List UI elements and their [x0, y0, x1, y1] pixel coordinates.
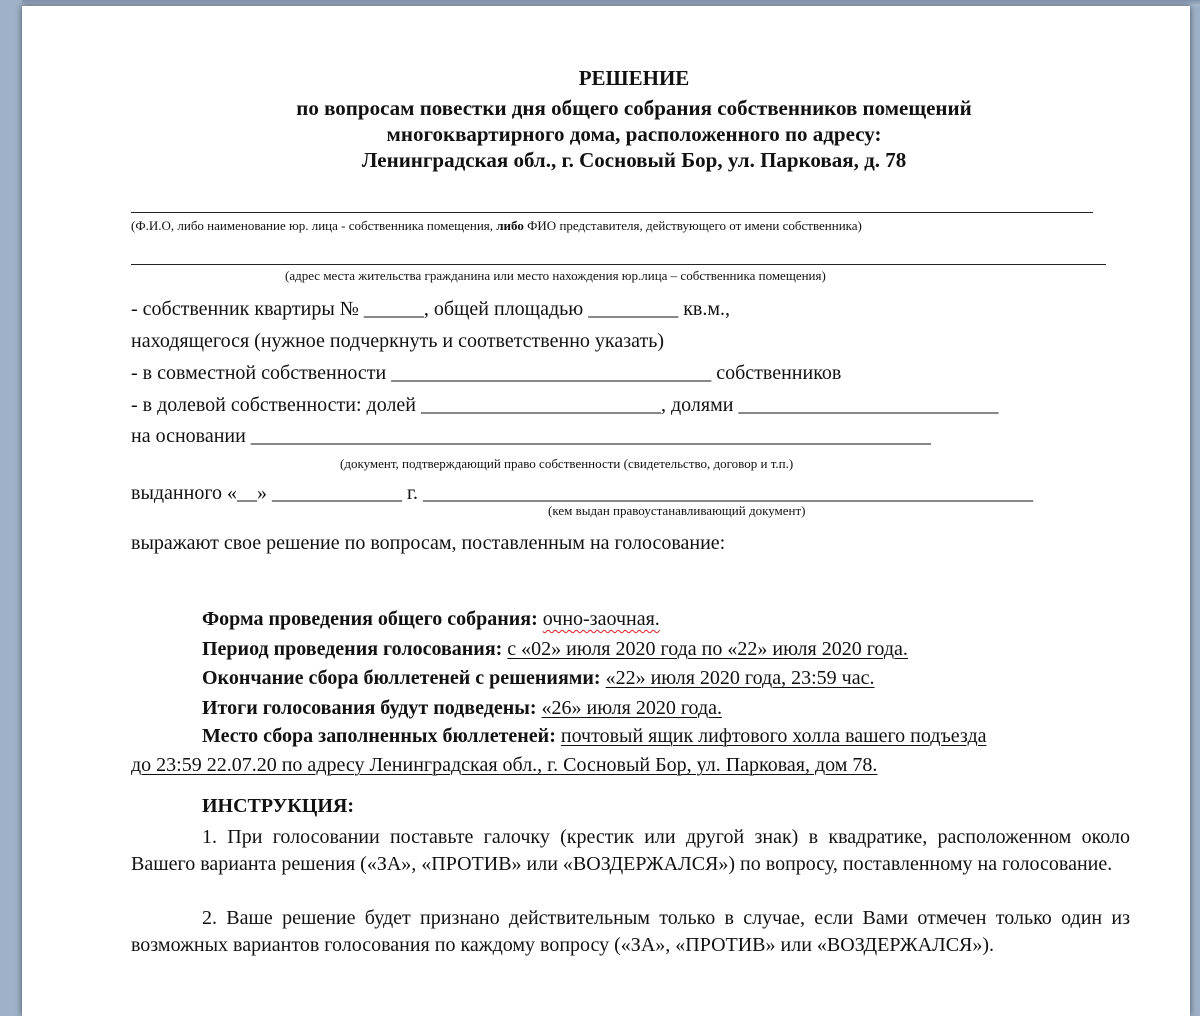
- instruction-paragraph-2: 2. Ваше решение будет признано действительным только в случае, если Вами отмечен только один из возможных вариантов голосования по каждому вопросу («ЗА», «ПРОТИВ» или «ВОЗДЕРЖАЛСЯ»).: [131, 907, 1130, 956]
- voting-period-value: с «02» июля 2020 года по «22» июля 2020 года.: [507, 638, 908, 660]
- voting-period: Период проведения голосования: с «02» июля 2020 года по «22» июля 2020 года.: [202, 638, 908, 660]
- address-blank-line: [131, 264, 1106, 265]
- issued-line: выданного «__» _____________ г. _____________________________________________________________: [131, 482, 1033, 504]
- document-title: РЕШЕНИЕ: [578, 66, 690, 90]
- instruction-heading: ИНСТРУКЦИЯ:: [202, 795, 355, 817]
- ballot-place-value-1: почтовый ящик лифтового холла вашего подъезда: [560, 725, 987, 747]
- ballot-collection-end-value: «22» июля 2020 года, 23:59 час.: [605, 667, 875, 689]
- address-hint: (адрес места жительства гражданина или место нахождения юр.лица – собственника помещения): [285, 268, 826, 283]
- joint-ownership-line: - в совместной собственности ________________________________ собственников: [131, 362, 842, 384]
- issued-hint: (кем выдан правоустанавливающий документ): [548, 503, 806, 518]
- results-date: Итоги голосования будут подведены: «26» июля 2020 года.: [202, 697, 723, 719]
- basis-hint: (документ, подтверждающий право собственности (свидетельство, договор и т.п.): [340, 456, 794, 471]
- document-subtitle-line-2: многоквартирного дома, расположенного по адресу:: [386, 122, 882, 146]
- results-date-value: «26» июля 2020 года.: [541, 697, 723, 719]
- fio-hint: (Ф.И.О, либо наименование юр. лица - собственника помещения, либо ФИО представителя, действующего от имени собственника): [131, 218, 862, 233]
- fio-blank-line: [131, 212, 1093, 213]
- document-subtitle-line-1: по вопросам повестки дня общего собрания собственников помещений: [296, 96, 972, 120]
- basis-line: на основании ____________________________________________________________________: [131, 425, 931, 447]
- express-decision-line: выражают свое решение по вопросам, поставленным на голосование:: [131, 532, 726, 554]
- document-address: Ленинградская обл., г. Сосновый Бор, ул. Парковая, д. 78: [361, 148, 907, 172]
- ownership-type-line: находящегося (нужное подчеркнуть и соответственно указать): [131, 330, 664, 352]
- owner-apartment-line: - собственник квартиры № ______, общей площадью _________ кв.м.,: [131, 298, 731, 320]
- ballot-place-continued: до 23:59 22.07.20 по адресу Ленинградская обл., г. Сосновый Бор, ул. Парковая, дом 78.: [131, 754, 878, 776]
- ballot-place: Место сбора заполненных бюллетеней: почтовый ящик лифтового холла вашего подъезда: [202, 725, 987, 747]
- instruction-paragraph-1: 1. При голосовании поставьте галочку (крестик или другой знак) в квадратике, расположенном около Вашего варианта решения («ЗА», «ПРОТИВ» или «ВОЗДЕРЖАЛСЯ») по вопросу, поставленному на голосование.: [131, 826, 1130, 875]
- shared-ownership-line: - в долевой собственности: долей ________________________, долями __________________________: [131, 394, 999, 416]
- meeting-form: Форма проведения общего собрания: очно-заочная.: [202, 608, 660, 630]
- ballot-collection-end: Окончание сбора бюллетеней с решениями: «22» июля 2020 года, 23:59 час.: [202, 667, 875, 689]
- meeting-form-value: очно-заочная.: [542, 608, 660, 630]
